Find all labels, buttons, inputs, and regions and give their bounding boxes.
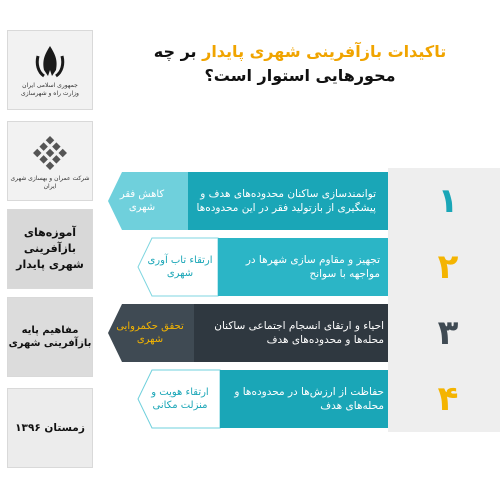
row-3-number: ۳ [437, 313, 459, 353]
ministry-logo-tile [7, 30, 93, 110]
book-cover-tile-2 [7, 297, 93, 377]
title-highlight: تاکیدات بازآفرینی شهری پایدار [202, 42, 447, 61]
company-caption: شرکت عمران و بهسازی شهری ایران [10, 175, 90, 190]
season-label: زمستان ۱۳۹۶ [15, 421, 85, 434]
row-1-number: ۱ [437, 181, 459, 221]
row-4-description: حفاظت از ارزش‌ها در محدوده‌ها و محله‌های هدف [234, 386, 384, 412]
book-cover-tile-1 [7, 209, 93, 289]
row-4-number: ۴ [437, 379, 459, 419]
ministry-caption: جمهوری اسلامی ایران وزارت راه و شهرسازی [21, 82, 79, 97]
book-title-1: آموزه‌های بازآفرینی شهری پایدار [16, 226, 84, 271]
row-4-category: ارتقاء هویت و منزلت مکانی [151, 387, 209, 411]
row-1-category: کاهش فقر شهری [119, 189, 165, 213]
title-line2: محورهایی استوار است؟ [204, 66, 396, 85]
title-rest: بر چه [153, 42, 203, 61]
axis-row-3 [108, 300, 500, 366]
row-2-category: ارتقاء تاب آوری شهری [147, 255, 213, 279]
axis-row-2 [108, 234, 500, 300]
axis-row-4 [108, 366, 500, 432]
row-3-category: تحقق حکمروایی شهری [116, 321, 184, 345]
sidebar [0, 0, 100, 500]
row-2-number: ۲ [437, 247, 459, 287]
row-3-description: احیاء و ارتقای انسجام اجتماعی ساکنان محله‌ها و محدوده‌های هدف [214, 320, 384, 346]
book-title-2: مفاهیم پایه بازآفرینی شهری [8, 325, 92, 349]
company-logo-icon [28, 131, 72, 175]
iran-emblem-icon [30, 42, 70, 82]
row-1-description: توانمندسازی ساکنان محدوده‌های هدف و پیشگیری از بازتولید فقر در این محدوده‌ها [196, 188, 376, 214]
row-2-description: تجهیز و مقاوم سازی شهرها در مواجهه با سوانح [245, 254, 380, 280]
axis-row-1 [108, 168, 500, 234]
page-title [110, 40, 490, 88]
season-tile [7, 388, 93, 468]
company-logo-tile [7, 121, 93, 201]
